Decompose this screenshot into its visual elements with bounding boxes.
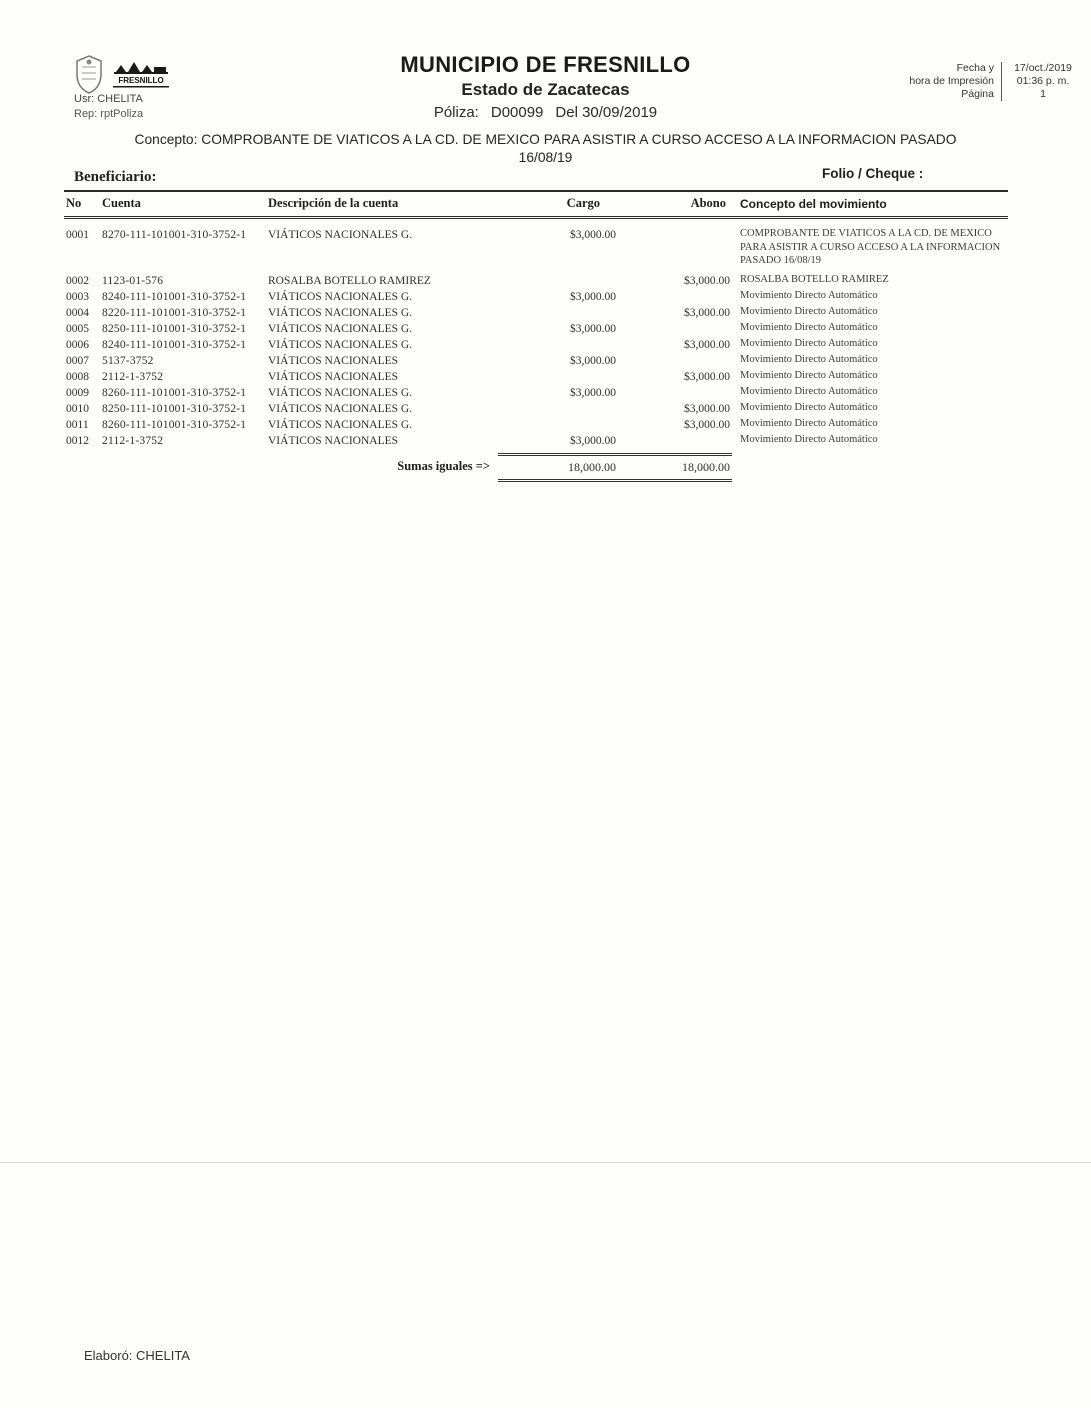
concepto-label: Concepto:	[134, 132, 198, 147]
poliza-table-wrap	[64, 190, 1008, 483]
cell-cargo: $3,000.00	[570, 354, 616, 367]
totals-row	[64, 453, 1008, 483]
poliza-table	[64, 190, 1008, 449]
cell-cargo	[498, 417, 624, 433]
cell-abono: $3,000.00	[684, 274, 730, 287]
cell-no: 0004	[66, 306, 89, 319]
table-header-row	[64, 191, 1008, 218]
concepto-block	[70, 131, 1021, 167]
cell-cuenta: 8250-111-101001-310-3752-1	[102, 402, 247, 415]
document-subtitle: Estado de Zacatecas	[461, 80, 630, 99]
cell-descripcion: VIÁTICOS NACIONALES G.	[268, 338, 413, 351]
concepto-line2: 16/08/19	[518, 150, 573, 165]
cell-no: 0002	[66, 274, 89, 287]
cell-no: 0011	[66, 418, 89, 431]
cell-cuenta: 8250-111-101001-310-3752-1	[102, 322, 247, 335]
cell-descripcion: VIÁTICOS NACIONALES G.	[268, 290, 413, 303]
table-row	[64, 305, 1008, 321]
cell-descripcion: VIÁTICOS NACIONALES G.	[268, 402, 413, 415]
cell-cuenta: 2112-1-3752	[102, 370, 164, 383]
table-row	[64, 417, 1008, 433]
cell-descripcion: VIÁTICOS NACIONALES G.	[268, 418, 413, 431]
print-info-value: 01:36 p. m.	[1016, 75, 1070, 87]
print-info-box	[898, 62, 1084, 101]
table-row	[64, 321, 1008, 337]
cell-no: 0003	[66, 290, 89, 303]
cell-cuenta: 8240-111-101001-310-3752-1	[102, 290, 247, 303]
cell-no: 0012	[66, 434, 89, 447]
table-row	[64, 433, 1008, 449]
cell-no: 0009	[66, 386, 89, 399]
poliza-table-body	[64, 218, 1008, 449]
totals-cargo: 18,000.00	[568, 459, 616, 474]
beneficiario-label: Beneficiario:	[74, 169, 157, 185]
cell-descripcion: VIÁTICOS NACIONALES G.	[268, 322, 413, 335]
cell-concepto: Movimiento Directo Automático	[740, 289, 878, 301]
column-header-concepto: Concepto del movimiento	[732, 191, 1008, 218]
cell-cargo	[498, 273, 624, 289]
concepto-line1	[70, 131, 1021, 149]
cell-cuenta: 2112-1-3752	[102, 434, 164, 447]
cell-concepto: ROSALBA BOTELLO RAMIREZ	[740, 273, 889, 285]
column-header-cargo: Cargo	[498, 191, 624, 218]
column-header-abono: Abono	[624, 191, 732, 218]
table-row	[64, 289, 1008, 305]
cell-concepto: Movimiento Directo Automático	[740, 385, 878, 397]
cell-concepto: Movimiento Directo Automático	[740, 305, 878, 317]
cell-descripcion: VIÁTICOS NACIONALES	[268, 434, 399, 447]
cell-abono: $3,000.00	[684, 338, 730, 351]
table-row	[64, 369, 1008, 385]
cell-abono: $3,000.00	[684, 306, 730, 319]
elaboro-label: Elaboró: CHELITA	[84, 1348, 190, 1363]
cell-cuenta: 8220-111-101001-310-3752-1	[102, 306, 247, 319]
poliza-date: Del 30/09/2019	[555, 104, 658, 121]
table-row	[64, 337, 1008, 353]
cell-descripcion: ROSALBA BOTELLO RAMIREZ	[268, 274, 431, 287]
cell-descripcion: VIÁTICOS NACIONALES G.	[268, 229, 413, 241]
table-row	[64, 385, 1008, 401]
cell-abono	[624, 218, 732, 273]
cell-cargo: $3,000.00	[570, 386, 616, 399]
print-info-label: Fecha y	[898, 62, 1002, 75]
cell-abono: $3,000.00	[684, 402, 730, 415]
column-header-cuenta: Cuenta	[100, 191, 268, 218]
document-title: MUNICIPIO DE FRESNILLO	[400, 52, 691, 77]
cell-descripcion: VIÁTICOS NACIONALES G.	[268, 306, 413, 319]
cell-no: 0008	[66, 370, 89, 383]
totals-abono: 18,000.00	[682, 459, 730, 474]
concepto-text: COMPROBANTE DE VIATICOS A LA CD. DE MEXICO PARA ASISTIR A CURSO ACCESO A LA INFORMACION PASADO	[201, 132, 957, 147]
cell-abono	[624, 433, 732, 449]
table-row	[64, 273, 1008, 289]
cell-concepto: Movimiento Directo Automático	[740, 321, 878, 333]
cell-no: 0010	[66, 402, 89, 415]
cell-descripcion: VIÁTICOS NACIONALES	[268, 354, 399, 367]
cell-cuenta: 1123-01-576	[102, 274, 164, 287]
cell-abono: $3,000.00	[684, 370, 730, 383]
cell-concepto: Movimiento Directo Automático	[740, 401, 878, 413]
cell-descripcion: VIÁTICOS NACIONALES	[268, 370, 399, 383]
fresnillo-logo-text: FRESNILLO	[118, 76, 164, 85]
column-header-descripcion: Descripción de la cuenta	[268, 191, 498, 218]
cell-abono	[624, 321, 732, 337]
column-header-no: No	[64, 191, 100, 218]
cell-concepto: Movimiento Directo Automático	[740, 353, 878, 365]
cell-cargo	[498, 305, 624, 321]
cell-concepto: Movimiento Directo Automático	[740, 433, 878, 445]
cell-abono	[624, 385, 732, 401]
cell-concepto: Movimiento Directo Automático	[740, 417, 878, 429]
cell-cargo	[498, 401, 624, 417]
totals-label: Sumas iguales =>	[397, 458, 490, 473]
folio-cheque-label: Folio / Cheque :	[822, 166, 924, 181]
cell-abono	[624, 289, 732, 305]
cell-concepto: Movimiento Directo Automático	[740, 369, 878, 381]
cell-cuenta: 5137-3752	[102, 354, 154, 367]
poliza-label: Póliza:	[433, 104, 479, 121]
cell-cargo: $3,000.00	[570, 434, 616, 447]
poliza-number: D00099	[490, 104, 544, 121]
cell-no: 0001	[66, 229, 89, 241]
table-row	[64, 353, 1008, 369]
cell-no: 0006	[66, 338, 89, 351]
table-row	[64, 401, 1008, 417]
cell-cuenta: 8260-111-101001-310-3752-1	[102, 418, 247, 431]
print-info-value: 1	[1040, 88, 1046, 100]
cell-concepto: Movimiento Directo Automático	[740, 337, 878, 349]
cell-cargo: $3,000.00	[570, 322, 616, 335]
cell-cuenta: 8270-111-101001-310-3752-1	[102, 229, 247, 241]
user-label: Usr: CHELITA	[74, 93, 143, 105]
print-info-label: hora de Impresión	[898, 75, 1002, 88]
cell-descripcion: VIÁTICOS NACIONALES G.	[268, 386, 413, 399]
scan-artifact-line	[0, 1162, 1091, 1163]
report-label: Rep: rptPoliza	[74, 108, 144, 120]
print-info-value: 17/oct./2019	[1014, 62, 1072, 74]
print-info-label: Página	[898, 88, 1002, 101]
cell-cuenta: 8240-111-101001-310-3752-1	[102, 338, 247, 351]
cell-no: 0005	[66, 322, 89, 335]
cell-abono	[624, 353, 732, 369]
cell-cargo	[498, 337, 624, 353]
totals-box	[498, 453, 732, 482]
cell-abono: $3,000.00	[684, 418, 730, 431]
cell-cargo	[498, 369, 624, 385]
cell-concepto: COMPROBANTE DE VIATICOS A LA CD. DE MEXICO PARA ASISTIR A CURSO ACCESO A LA INFORMACION PASADO 16/08/19	[740, 228, 1001, 266]
cell-cargo: $3,000.00	[570, 290, 616, 303]
poliza-line	[0, 104, 1091, 121]
table-row	[64, 218, 1008, 273]
cell-cargo: $3,000.00	[570, 229, 616, 241]
cell-cuenta: 8260-111-101001-310-3752-1	[102, 386, 247, 399]
cell-no: 0007	[66, 354, 89, 367]
